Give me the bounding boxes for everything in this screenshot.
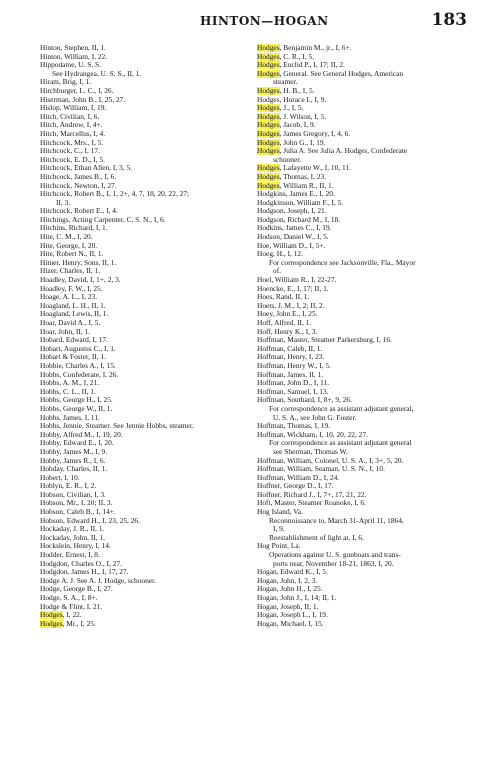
entry-text: Hobart, Augustus C., I, 1. — [40, 344, 116, 353]
highlighted-term: Hodges — [257, 172, 280, 181]
entry-continuation: see Sherman, Thomas W. — [273, 446, 348, 456]
index-entry — [257, 233, 489, 242]
entry-text: Hoffman, Caleb, II, 1. — [257, 344, 323, 353]
index-entry — [40, 396, 248, 405]
entry-text: Hitchins, Richard, I, 1. — [40, 224, 108, 233]
index-entry — [257, 499, 489, 508]
entry-text: Hitchcock, Newton, I, 27. — [40, 181, 117, 190]
entry-text: Hobbs, George W., II, 1. — [40, 404, 113, 413]
index-entry — [257, 439, 489, 456]
entry-text: Hodge A. J. See A. J. Hodge, schooner. — [40, 576, 156, 585]
index-entry — [40, 560, 248, 569]
entry-text: Hobby, Edward E., I, 20. — [40, 439, 114, 448]
entry-text: Hoffman, William D., I, 24. — [257, 473, 340, 482]
entry-text: Hoagland, L. H., II, 1. — [40, 301, 106, 310]
index-entry — [257, 121, 489, 130]
entry-text: Hoffman, William, Seaman, U. S. N., I, 10. — [257, 465, 385, 474]
entry-text: Hitchcock, C., I, 17. — [40, 147, 100, 156]
entry-text: Hobby, James M., I, 9. — [40, 447, 108, 456]
index-entry — [40, 96, 248, 105]
index-entry — [257, 371, 489, 380]
index-entry — [40, 474, 248, 483]
entry-text: Hobbs, A. M., I, 21. — [40, 379, 100, 388]
index-entry — [40, 276, 248, 285]
entry-text: Hoel, William R., I, 22-27. — [257, 276, 337, 285]
index-entry — [40, 577, 248, 586]
index-entry — [40, 431, 248, 440]
entry-text: Hodge, George B., I, 27. — [40, 585, 113, 594]
index-entry — [40, 293, 248, 302]
index-entry — [40, 242, 248, 251]
index-entry — [257, 319, 489, 328]
index-entry — [40, 233, 248, 242]
index-entry — [40, 353, 248, 362]
index-entry — [257, 224, 489, 233]
entry-text: Hitchcock, E. D., I, 5. — [40, 155, 105, 164]
entry-text: Hitchcock, James B., I, 6. — [40, 172, 117, 181]
entry-text: Hodgkins, James E., I, 20. — [257, 190, 335, 199]
index-entry — [257, 457, 489, 466]
entry-text: , Thomas, I, 23. — [279, 172, 327, 181]
highlighted-term: Hodges — [257, 52, 280, 61]
index-entry — [257, 199, 489, 208]
running-title: HINTON—HOGAN — [200, 14, 329, 28]
index-entry — [40, 156, 248, 165]
entry-text: Hoffman, William, Colonel, U. S. A., I, 3+, 5, 20. — [257, 456, 404, 465]
entry-text: , J., I, 5. — [279, 104, 304, 113]
entry-text: Hippodame, U. S. S. — [40, 61, 101, 70]
entry-text: Hoe, William D., I, 5+. — [257, 241, 326, 250]
index-entry — [257, 542, 489, 551]
entry-text: Hislop, William, I, 19. — [40, 104, 107, 113]
entry-text: Hodgson, Joseph, I, 21. — [257, 207, 327, 216]
entry-text: Hoffman, John D., I, 11. — [257, 379, 330, 388]
highlighted-term: Hodges — [257, 138, 280, 147]
index-entry — [40, 259, 248, 268]
index-entry — [257, 551, 489, 568]
entry-text: Hockaday, J. R., II, 1. — [40, 525, 105, 534]
index-entry — [257, 259, 489, 276]
index-entry — [40, 207, 248, 216]
index-entry — [257, 603, 489, 612]
entry-text: Hobbs, Jennie, Steamer. See Jennie Hobbs, steamer. — [40, 422, 194, 431]
index-entry — [40, 164, 248, 173]
entry-text: Hobson, Mr., I, 20; II, 3. — [40, 499, 113, 508]
index-entry — [40, 603, 248, 612]
entry-text: Hogan, Michael, I, 15. — [257, 619, 324, 628]
index-entry — [257, 534, 489, 543]
index-entry — [40, 216, 248, 225]
highlighted-term: Hodges — [257, 121, 280, 130]
entry-text: Hobson, Caleb B., I, 14+. — [40, 508, 116, 517]
index-entry — [40, 482, 248, 491]
entry-text: Hoff, Alfred, II, 1. — [257, 319, 312, 327]
entry-text: Hogan, John H., I, 25. — [257, 585, 323, 594]
entry-text: , William R., II, 1. — [279, 181, 334, 190]
index-entry — [257, 216, 489, 225]
entry-text: Hitch, Civilian, I, 6. — [40, 112, 100, 121]
index-entry — [257, 388, 489, 397]
index-entry — [257, 44, 489, 53]
entry-text: , John G., I, 19. — [279, 138, 326, 147]
entry-text: Hogan, Joseph L., I, 19. — [257, 611, 328, 620]
entry-text: Hodgdon, Charles O., I, 27. — [40, 559, 122, 568]
highlighted-term: Hodges — [40, 619, 63, 628]
highlighted-term: Hodges — [257, 69, 280, 78]
index-entry — [257, 250, 489, 259]
index-entry — [257, 336, 489, 345]
entry-continuation: of. — [273, 266, 282, 276]
entry-text: Hitch, Andrew, I, 4+. — [40, 121, 103, 130]
entry-text: Hitner, Henry, Sons, II, 1. — [40, 258, 117, 267]
entry-text: Hoencke, E., I, 17; II, 1. — [257, 284, 329, 293]
index-entry — [257, 431, 489, 440]
entry-text: Hoadley, F. W., I, 25. — [40, 284, 103, 293]
entry-text: Hodson, Daniel W., I, 5. — [257, 233, 329, 242]
index-entry — [257, 53, 489, 62]
index-entry — [257, 594, 489, 603]
entry-text: Hodges, Horace I., I, 9. — [257, 95, 327, 104]
index-entry — [40, 551, 248, 560]
index-entry — [257, 508, 489, 517]
entry-text: , J. Wilson, I, 5. — [279, 112, 327, 121]
entry-text: Hodder, Ernest, I, 8. — [40, 551, 100, 560]
page-header — [0, 10, 501, 32]
entry-text: Hockslein, Henry, I, 14. — [40, 542, 111, 551]
index-entry — [257, 302, 489, 311]
index-entry — [40, 224, 248, 233]
entry-text: , Jacob, I, 9. — [279, 121, 316, 130]
index-entry — [40, 448, 248, 457]
entry-text: Hodgdon, James H., I, 17, 27. — [40, 568, 129, 577]
index-entry — [257, 620, 489, 629]
entry-text: Hodgkinson, William F., I, 5. — [257, 198, 344, 207]
index-entry — [257, 173, 489, 182]
index-entry — [257, 61, 489, 70]
index-entry — [257, 104, 489, 113]
index-entry — [257, 293, 489, 302]
entry-text: Hoffman, Southard, I, 8+, 9, 26. — [257, 396, 352, 405]
entry-text: Hogan, John J., I, 14; II, 1. — [257, 594, 337, 602]
entry-text: Hodgson, Richard M., I, 18. — [257, 215, 341, 224]
entry-text: Hoffner, Richard J., I, 7+, 17, 21, 22. — [257, 490, 367, 499]
index-entry — [40, 113, 248, 122]
index-entry — [257, 130, 489, 139]
entry-text: Hoffman, James, II, 1. — [257, 370, 324, 379]
index-entry — [257, 568, 489, 577]
highlighted-term: Hodges — [257, 129, 280, 138]
entry-continuation: II, 3. — [56, 197, 71, 207]
index-entry — [257, 164, 489, 173]
entry-text: Hoets, J. M., I, 2; II, 2. — [257, 301, 325, 310]
highlighted-term: Hodges — [257, 86, 280, 95]
entry-text: Hoffman, Thomas, I, 19. — [257, 422, 331, 431]
index-entry — [257, 482, 489, 491]
index-entry — [40, 267, 248, 276]
index-entry — [257, 276, 489, 285]
index-entry — [40, 594, 248, 603]
entry-text: Hodkins, James C., I, 19. — [257, 224, 332, 233]
entry-text: , Mr., I, 25. — [62, 619, 96, 628]
index-entry — [40, 525, 248, 534]
index-entry — [40, 319, 248, 328]
index-entry — [257, 353, 489, 362]
highlighted-term: Hodges — [257, 147, 280, 156]
entry-text: Hogan, John, I, 2, 3. — [257, 576, 318, 585]
entry-text: Hobbie, Charles A., I, 15. — [40, 361, 116, 370]
index-entry — [257, 70, 489, 87]
entry-text: Hogan, Joseph, II, 1. — [257, 602, 319, 611]
index-entry — [40, 139, 248, 148]
index-entry — [40, 499, 248, 508]
index-entry — [257, 242, 489, 251]
entry-text: Hite, C. M., I, 20. — [40, 233, 93, 242]
index-entry — [40, 61, 248, 70]
index-entry — [40, 250, 248, 259]
index-entry — [257, 207, 489, 216]
index-entry — [40, 457, 248, 466]
entry-text: , Julia A. See Julia A. Hodges, Confederate — [279, 147, 408, 156]
index-entry — [257, 285, 489, 294]
entry-text: Hoey, John E., I, 25. — [257, 310, 318, 319]
index-entry — [40, 379, 248, 388]
entry-text: Hobby, Alfred M., I, 19, 20. — [40, 430, 123, 439]
index-entry — [40, 534, 248, 543]
index-entry — [257, 379, 489, 388]
index-entry — [257, 585, 489, 594]
index-entry — [257, 345, 489, 354]
index-entry — [257, 87, 489, 96]
entry-text: Hiram, Brig, I, 1. — [40, 78, 92, 87]
left-index-column — [40, 44, 248, 628]
index-entry — [40, 70, 248, 79]
index-entry — [40, 53, 248, 62]
index-entry — [257, 362, 489, 371]
highlighted-term: Hodges — [257, 181, 280, 190]
entry-continuation: U. S. A., see John G. Foster. — [273, 412, 357, 422]
page-number: 183 — [431, 10, 467, 30]
index-entry — [257, 147, 489, 164]
highlighted-term: Hodges — [257, 104, 280, 113]
entry-text: Hobday, Charles, II, 1. — [40, 465, 108, 474]
index-entry — [257, 465, 489, 474]
index-entry — [40, 302, 248, 311]
entry-continuation: schooner. — [273, 154, 302, 164]
entry-text: Hobby, James R., I, 6. — [40, 456, 106, 465]
entry-text: Hobert, I, 10. — [40, 473, 80, 482]
entry-text: Hinton, Stephen, II, 1. — [40, 44, 106, 52]
entry-text: For correspondence as assistant adjutant general, — [269, 404, 414, 413]
entry-text: Hoft, Master, Steamer Roanoke, I, 6. — [257, 499, 366, 508]
index-entry — [257, 611, 489, 620]
entry-continuation: ports near, November 18-21, 1863, I, 20. — [273, 558, 394, 568]
index-entry — [257, 422, 489, 431]
entry-text: Hitch, Marcellus, I, 4. — [40, 129, 106, 138]
entry-text: Hiserman, John B., I, 25, 27. — [40, 95, 126, 104]
entry-text: , Benjamin M., jr., I, 6+. — [279, 44, 352, 52]
index-entry — [40, 121, 248, 130]
entry-text: Hobbs, Confederate, I, 26. — [40, 370, 119, 379]
index-entry — [40, 439, 248, 448]
entry-text: Hoar, John, II, 1. — [40, 327, 90, 336]
index-entry — [40, 362, 248, 371]
highlighted-term: Hodges — [257, 61, 280, 70]
entry-text: Hog Point, La. — [257, 542, 301, 551]
entry-text: Hite, Robert N., II, 1. — [40, 250, 104, 259]
entry-text: Hirchburger, L. C., I, 26. — [40, 86, 114, 95]
entry-text: Hoffman, Samuel, I, 13. — [257, 387, 329, 396]
index-entry — [40, 542, 248, 551]
entry-text: Hitchcock, Ethan Allen, I, 3, 5. — [40, 164, 132, 173]
index-entry — [40, 310, 248, 319]
highlighted-term: Hodges — [40, 611, 63, 620]
entry-text: , I, 22. — [62, 611, 82, 620]
entry-text: Reestablishment of light at, I, 6. — [269, 533, 364, 542]
entry-text: Hoffman, Master, Steamer Parkersburg, I, 16. — [257, 336, 392, 345]
entry-text: Hoffman, Henry W., I, 5. — [257, 361, 331, 370]
entry-text: Hodge & Flint, I, 21. — [40, 602, 103, 611]
index-entry — [257, 139, 489, 148]
index-entry — [257, 396, 489, 405]
entry-text: Hitchcock, Robert B., I, 1, 2+, 4, 7, 18, 20, 22, 27; — [40, 190, 190, 199]
entry-continuation: steamer. — [273, 77, 298, 87]
entry-text: Hinton, William, I, 22. — [40, 52, 108, 61]
index-entry — [40, 285, 248, 294]
entry-text: Hoffner, George D., I, 17. — [257, 482, 334, 491]
entry-text: Hobbs, George H., I, 25. — [40, 396, 113, 405]
entry-text: , James Gregory, I, 4, 6. — [279, 129, 351, 138]
index-entry — [40, 104, 248, 113]
entry-text: Hobbs, C. L., II, 1. — [40, 387, 96, 396]
index-entry — [40, 620, 248, 629]
entry-text: Hoffman, Henry, I, 23. — [257, 353, 325, 362]
entry-text: For correspondence see Jacksonville, Fla., Mayor — [269, 258, 416, 267]
entry-text: Reconnoissance to, March 31-April 11, 1864, — [269, 516, 404, 525]
index-entry — [257, 405, 489, 422]
index-entry — [257, 96, 489, 105]
entry-text: , Lafayette W., I, 10, 11. — [279, 164, 351, 173]
index-entry — [257, 190, 489, 199]
index-entry — [40, 568, 248, 577]
index-entry — [257, 577, 489, 586]
entry-text: Hog Island, Va. — [257, 508, 303, 517]
index-entry — [40, 87, 248, 96]
index-entry — [257, 310, 489, 319]
entry-text: Hoff, Henry K., I, 3. — [257, 327, 318, 336]
index-entry — [40, 414, 248, 423]
entry-text: Operations against U. S. gunboats and trans- — [269, 551, 401, 560]
entry-text: Hobson, Edward H., I, 23, 25, 26. — [40, 516, 140, 525]
entry-text: Hitchcock, Robert E., I, 4. — [40, 207, 118, 216]
entry-text: , H. B., I, 5. — [279, 86, 315, 95]
index-entry — [257, 517, 489, 534]
entry-text: Hizer, Charles, II, 1. — [40, 267, 101, 276]
index-entry — [257, 182, 489, 191]
entry-text: Hitchcock, Mrs., I, 5. — [40, 138, 104, 147]
entry-text: Hoar, David A., I, 5. — [40, 319, 101, 327]
entry-text: Hoagland, Lewis, II, 1. — [40, 310, 109, 319]
entry-text: , C. R., I, 5. — [279, 52, 315, 61]
entry-text: Hite, George, I, 20. — [40, 241, 98, 250]
entry-text: , Euclid P., I, 17; II, 2. — [279, 61, 345, 70]
index-entry — [40, 371, 248, 380]
index-entry — [40, 182, 248, 191]
index-entry — [40, 328, 248, 337]
index-entry — [257, 491, 489, 500]
entry-text: Hodge, S. A., I, 8+. — [40, 594, 98, 602]
entry-text: Hoadley, David, I, 1+, 2, 3. — [40, 276, 121, 285]
highlighted-term: Hodges — [257, 44, 280, 52]
index-entry — [40, 388, 248, 397]
index-entry — [40, 491, 248, 500]
entry-text: , General. See General Hodges, American — [279, 69, 404, 78]
index-entry — [40, 190, 248, 207]
entry-text: Hogan, Edward K., I, 5. — [257, 568, 328, 577]
entry-text: Hobart & Foster, II, 1. — [40, 353, 107, 362]
index-entry — [40, 508, 248, 517]
index-entry — [40, 173, 248, 182]
index-entry — [40, 44, 248, 53]
index-entry — [257, 474, 489, 483]
entry-text: Hobbs, James, I, 11. — [40, 413, 100, 422]
entry-text: For correspondence as assistant adjutant general — [269, 439, 412, 448]
entry-text: Hobson, Civilian, I, 3. — [40, 490, 106, 499]
entry-text: Hoage, A. L., I, 23. — [40, 293, 98, 302]
index-entry — [40, 465, 248, 474]
index-entry — [257, 113, 489, 122]
index-entry — [40, 345, 248, 354]
index-entry — [40, 517, 248, 526]
entry-text: Hitchings, Acting Carpenter, C. S. N., I, 6. — [40, 215, 166, 224]
entry-continuation: I, 9. — [273, 524, 285, 534]
index-entry — [40, 422, 248, 431]
index-entry — [40, 405, 248, 414]
index-entry — [40, 130, 248, 139]
entry-text: See Hydrangea, U. S. S., II, 1. — [52, 69, 142, 78]
index-entry — [40, 611, 248, 620]
entry-text: Hoes, Rand, II, 1. — [257, 293, 310, 302]
index-entry — [40, 336, 248, 345]
index-entry — [40, 147, 248, 156]
index-entry — [40, 585, 248, 594]
entry-text: Hoeg, H., I, 12. — [257, 250, 303, 259]
entry-text: Hockaday, John, II, 1. — [40, 533, 105, 542]
right-index-column — [257, 44, 489, 628]
highlighted-term: Hodges — [257, 164, 280, 173]
index-entry — [257, 328, 489, 337]
entry-text: Hoffman, Wickham, I, 10, 20, 22, 27. — [257, 430, 368, 439]
entry-text: Hoblyn, E. R., I, 2. — [40, 482, 97, 491]
entry-text: Hobard, Edward, I, 17. — [40, 336, 108, 345]
highlighted-term: Hodges — [257, 112, 280, 121]
index-entry — [40, 78, 248, 87]
